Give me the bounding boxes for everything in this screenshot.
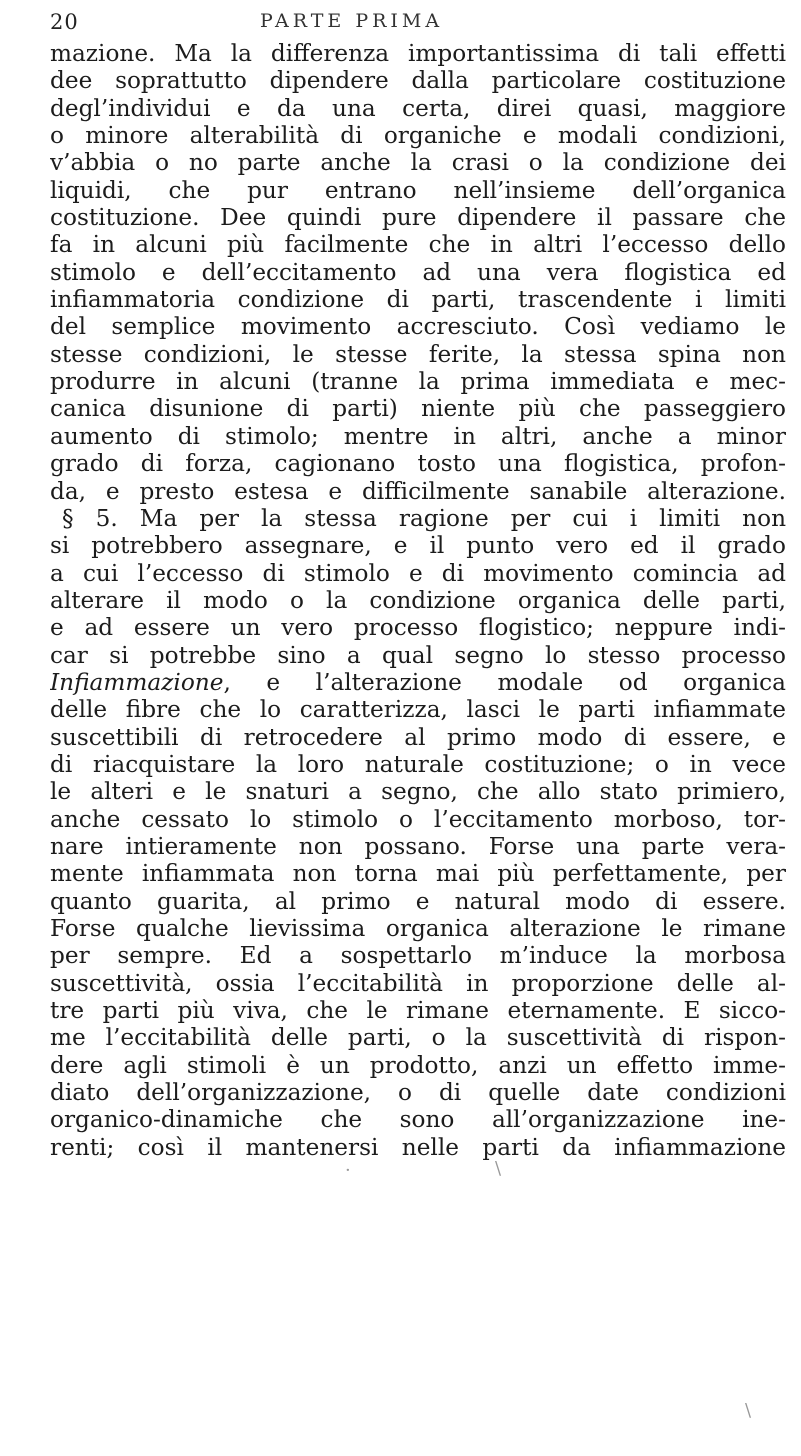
text-line: di riacquistare la loro naturale costituzione; o in vece: [50, 750, 786, 778]
text-line: suscettibili di retrocedere al primo modo di essere, e: [50, 723, 786, 751]
text-line: Forse qualche lievissima organica alterazione le rimane: [50, 915, 786, 942]
text-line: degl’individui e da una certa, direi quasi, maggiore: [50, 94, 786, 122]
text-line: le alteri e le snaturi a segno, che allo stato primiero,: [50, 778, 786, 806]
text-line: car si potrebbe sino a qual segno lo stesso processo: [50, 641, 786, 669]
text-line: mente infiammata non torna mai più perfettamente, per: [50, 860, 786, 888]
text-line: anche cessato lo stimolo o l’eccitamento morboso, tor-: [50, 805, 786, 833]
text-line: dee soprattutto dipendere dalla particolare costituzione: [50, 67, 786, 95]
text-line: tre parti più viva, che le rimane eternamente. E sicco-: [50, 997, 786, 1025]
text-line: si potrebbero assegnare, e il punto vero ed il grado: [50, 532, 786, 560]
italic-term: Infiammazione: [50, 668, 224, 696]
text-line: mazione. Ma la differenza importantissima di tali effetti: [50, 40, 786, 67]
text-line: alterare il modo o la condizione organica delle parti,: [50, 586, 786, 614]
text-line: v’abbia o no parte anche la crasi o la condizione dei: [50, 149, 786, 177]
text-line: a cui l’eccesso di stimolo e di movimento comincia ad: [50, 559, 786, 587]
text-line: suscettività, ossia l’eccitabilità in proporzione delle al-: [50, 969, 786, 997]
text-line: stimolo e dell’eccitamento ad una vera flogistica ed: [50, 258, 786, 286]
text-line: canica disunione di parti) niente più che passeggiero: [50, 395, 786, 423]
text-line: costituzione. Dee quindi pure dipendere il passare che: [50, 204, 786, 232]
text-line: stesse condizioni, le stesse ferite, la stessa spina non: [50, 340, 786, 368]
body-text: [50, 40, 786, 1161]
text-line: o minore alterabilità di organiche e modali condizioni,: [50, 122, 786, 150]
text-line: renti; così il mantenersi nelle parti da infiammazione: [50, 1133, 786, 1161]
text-line: dere agli stimoli è un prodotto, anzi un effetto imme-: [50, 1051, 786, 1079]
page-header: [50, 10, 770, 40]
text-line: produrre in alcuni (tranne la prima immediata e mec-: [50, 368, 786, 396]
text-line: delle fibre che lo caratterizza, lasci le parti infiammate: [50, 696, 786, 724]
text-line: infiammatoria condizione di parti, trascendente i limiti: [50, 286, 786, 314]
text-line: del semplice movimento accresciuto. Così vediamo le: [50, 313, 786, 341]
text-line-italic-term: Infiammazione, e l’alterazione modale od organica: [50, 668, 786, 696]
page-number: 20: [50, 10, 79, 34]
text-line: aumento di stimolo; mentre in altri, anche a minor: [50, 422, 786, 450]
printer-dot-mark: ·: [345, 1160, 351, 1181]
text-line: da, e presto estesa e difficilmente sanabile alterazione.: [50, 477, 786, 505]
text-line: me l’eccitabilità delle parti, o la suscettività di rispon-: [50, 1024, 786, 1052]
text-line: organico-dinamiche che sono all’organizzazione ine-: [50, 1106, 786, 1134]
text-line: liquidi, che pur entrano nell’insieme dell’organica: [50, 176, 786, 204]
printer-slash-mark: \: [745, 1400, 752, 1421]
text-line: grado di forza, cagionano tosto una flogistica, profon-: [50, 450, 786, 478]
text-line: nare intieramente non possano. Forse una parte vera-: [50, 832, 786, 860]
section-line: § 5. Ma per la stessa ragione per cui i limiti non: [62, 504, 786, 532]
text-line: e ad essere un vero processo flogistico; neppure indi-: [50, 614, 786, 642]
printer-slash-mark: \: [495, 1158, 502, 1179]
text-line: diato dell’organizzazione, o di quelle date condizioni: [50, 1079, 786, 1107]
text-line: quanto guarita, al primo e natural modo di essere.: [50, 887, 786, 915]
text-line: per sempre. Ed a sospettarlo m’induce la morbosa: [50, 942, 786, 970]
running-title: PARTE PRIMA: [260, 10, 444, 32]
text-line: fa in alcuni più facilmente che in altri l’eccesso dello: [50, 231, 786, 259]
